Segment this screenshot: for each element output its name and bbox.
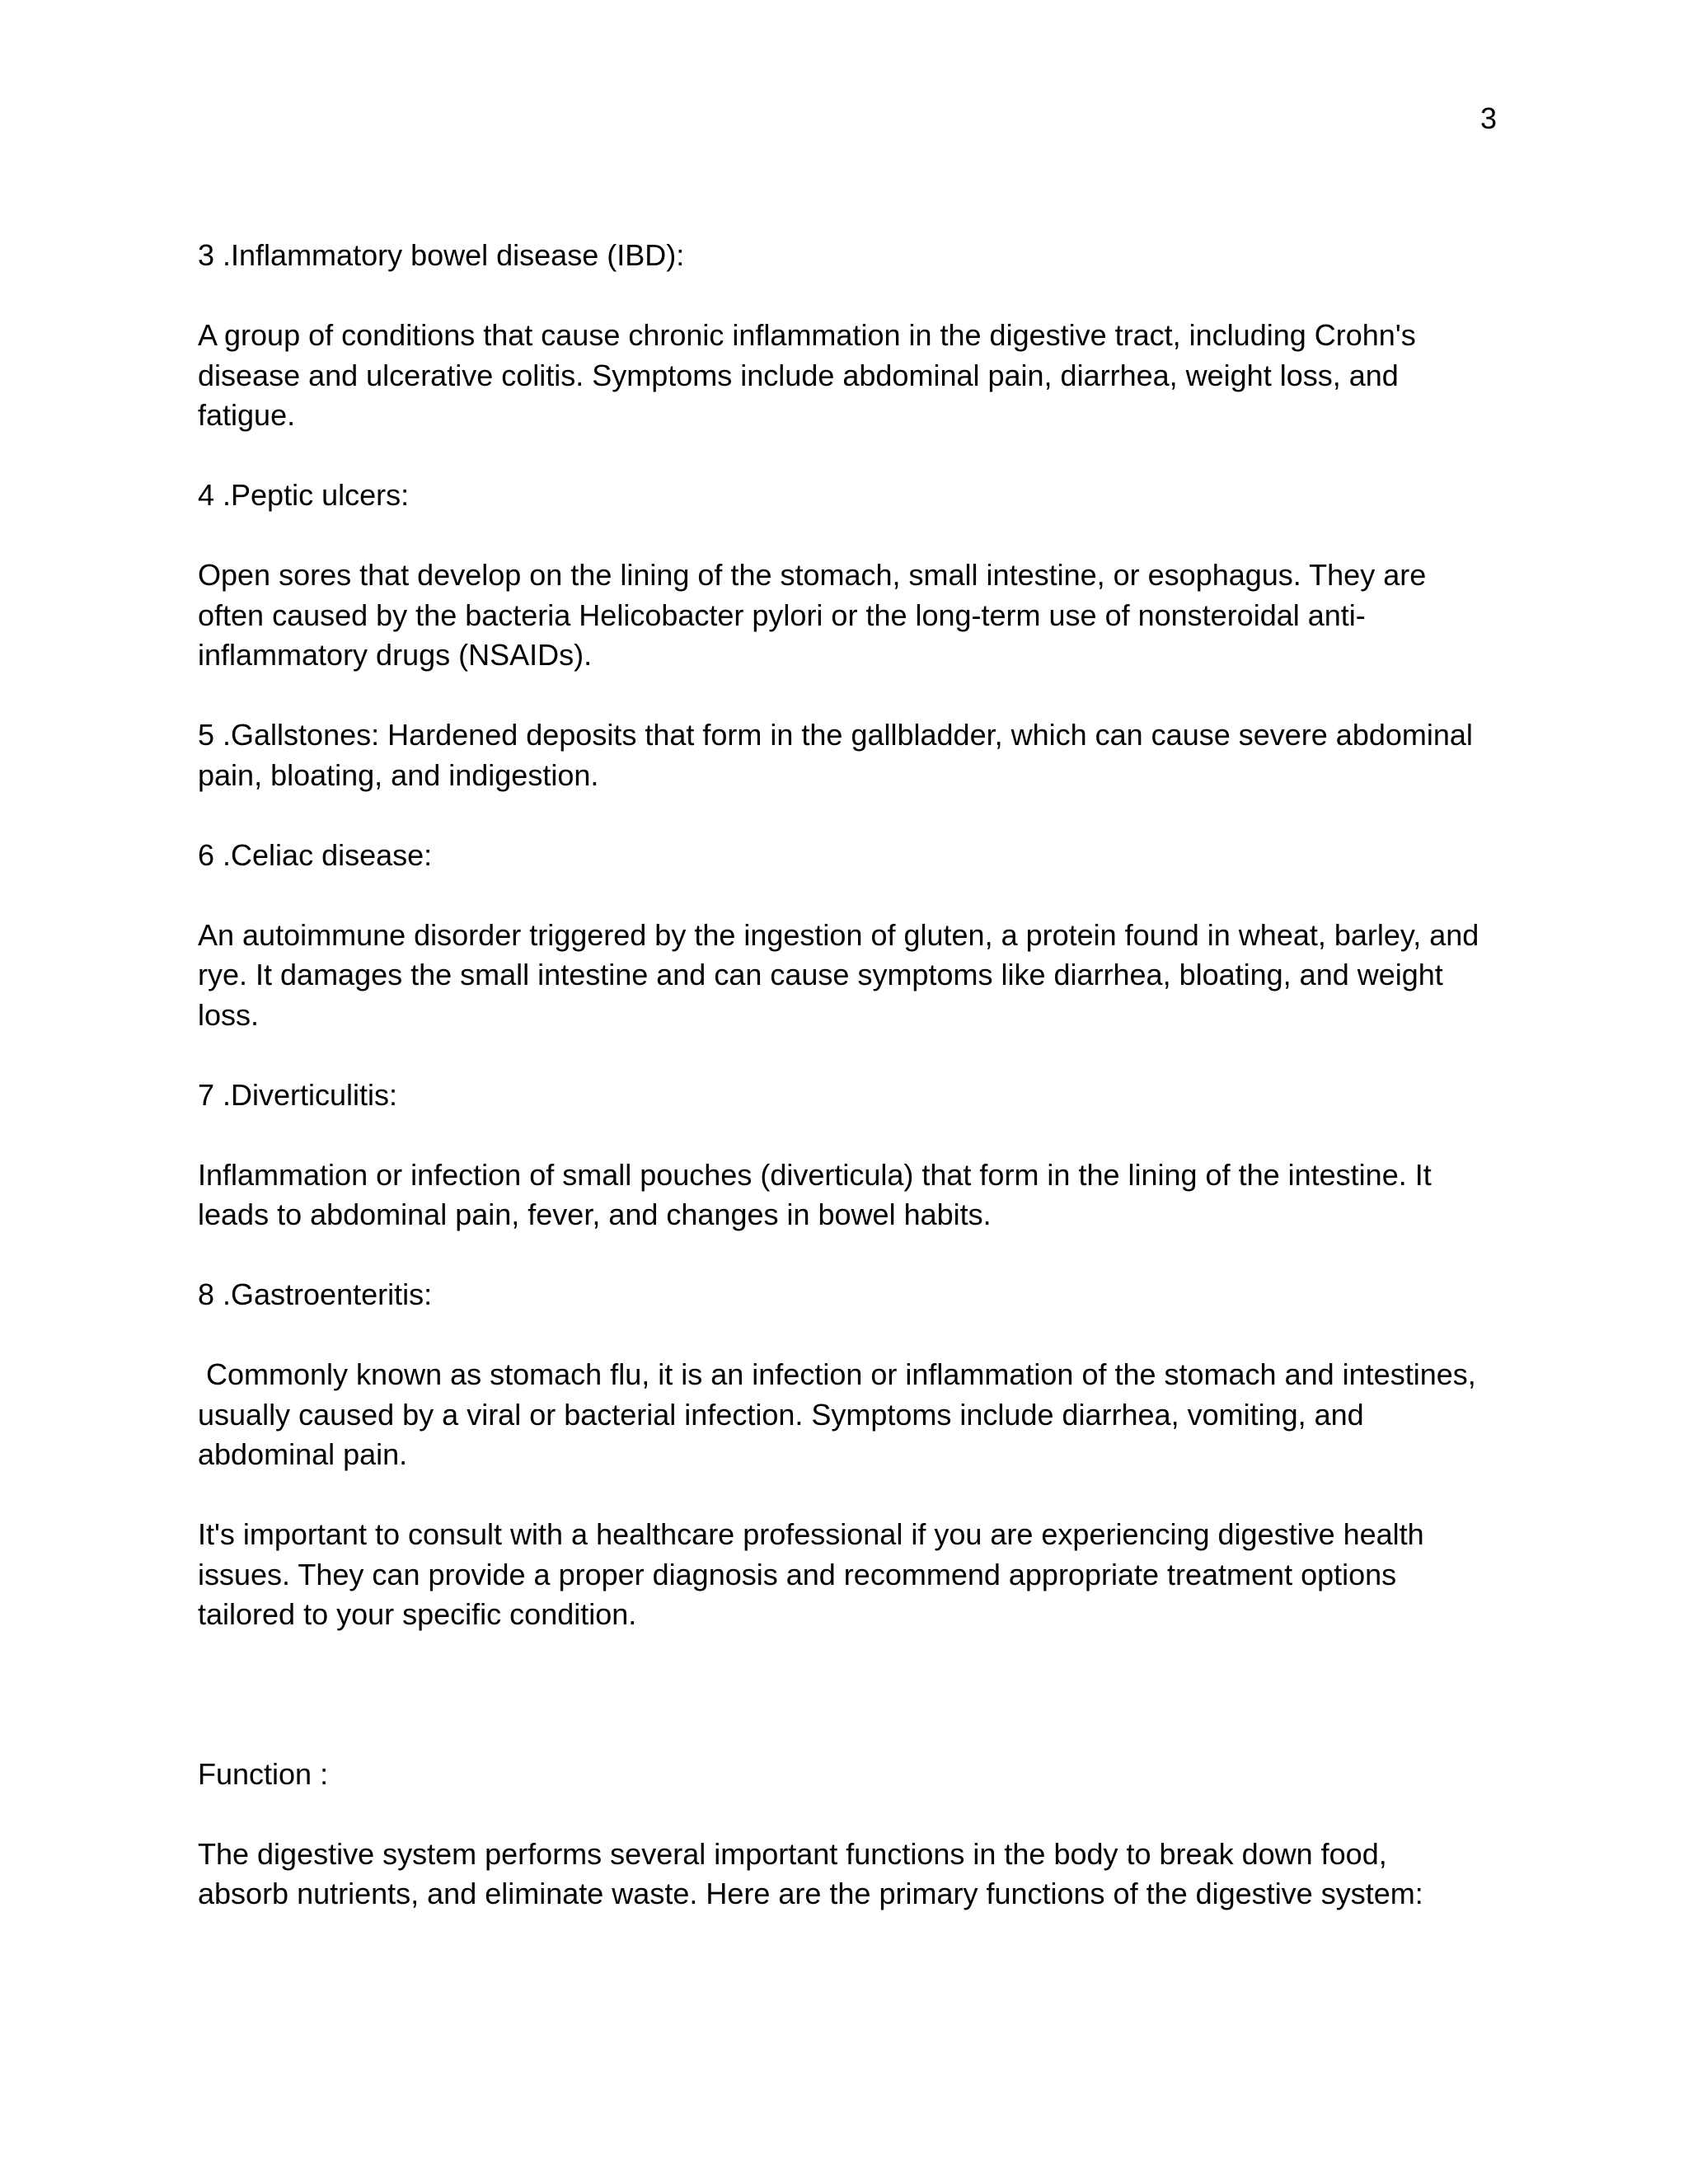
section-heading-diverticulitis: 7 .Diverticulitis: <box>198 1077 398 1112</box>
paragraph-gastroenteritis: Commonly known as stomach flu, it is an infection or inflammation of the stomach and intestines, usually caused by a viral or bacterial infection. Symptoms include diarrhea, vomiting, and abdominal pain. <box>198 1357 1484 1471</box>
document-body <box>198 236 1488 1954</box>
paragraph-diverticulitis: Inflammation or infection of small pouches (diverticula) that form in the lining of the intestine. It leads to abdominal pain, fever, and changes in bowel habits. <box>198 1157 1440 1231</box>
paragraph-function: The digestive system performs several important functions in the body to break down food, absorb nutrients, and eliminate waste. Here are the primary functions of the digestive system: <box>198 1836 1423 1910</box>
paragraph-gallstones: 5 .Gallstones: Hardened deposits that form in the gallbladder, which can cause severe abdominal pain, bloating, and indigestion. <box>198 718 1481 792</box>
section-heading-ibd: 3 .Inflammatory bowel disease (IBD): <box>198 238 685 272</box>
section-heading-celiac: 6 .Celiac disease: <box>198 837 433 872</box>
paragraph-ibd: A group of conditions that cause chronic inflammation in the digestive tract, including Crohn's disease and ulcerative colitis. Symptoms include abdominal pain, diarrhea, weight loss, and fatigue. <box>198 318 1424 432</box>
section-heading-peptic-ulcers: 4 .Peptic ulcers: <box>198 478 410 512</box>
paragraph-celiac: An autoimmune disorder triggered by the ingestion of gluten, a protein found in wheat, barley, and rye. It damages the small intestine and can cause symptoms like diarrhea, bloating, and weight loss. <box>198 917 1488 1032</box>
paragraph-consult: It's important to consult with a healthcare professional if you are experiencing digestive health issues. They can provide a proper diagnosis and recommend appropriate treatment options tailored to your specific condition. <box>198 1517 1432 1631</box>
section-heading-function: Function : <box>198 1756 329 1791</box>
paragraph-peptic-ulcers: Open sores that develop on the lining of the stomach, small intestine, or esophagus. They are often caused by the bacteria Helicobacter pylori or the long-term use of nonsteroidal anti-inflammatory drugs (NSAIDs). <box>198 558 1435 672</box>
section-heading-gastroenteritis: 8 .Gastroenteritis: <box>198 1277 433 1311</box>
page-number: 3 <box>1479 101 1497 135</box>
